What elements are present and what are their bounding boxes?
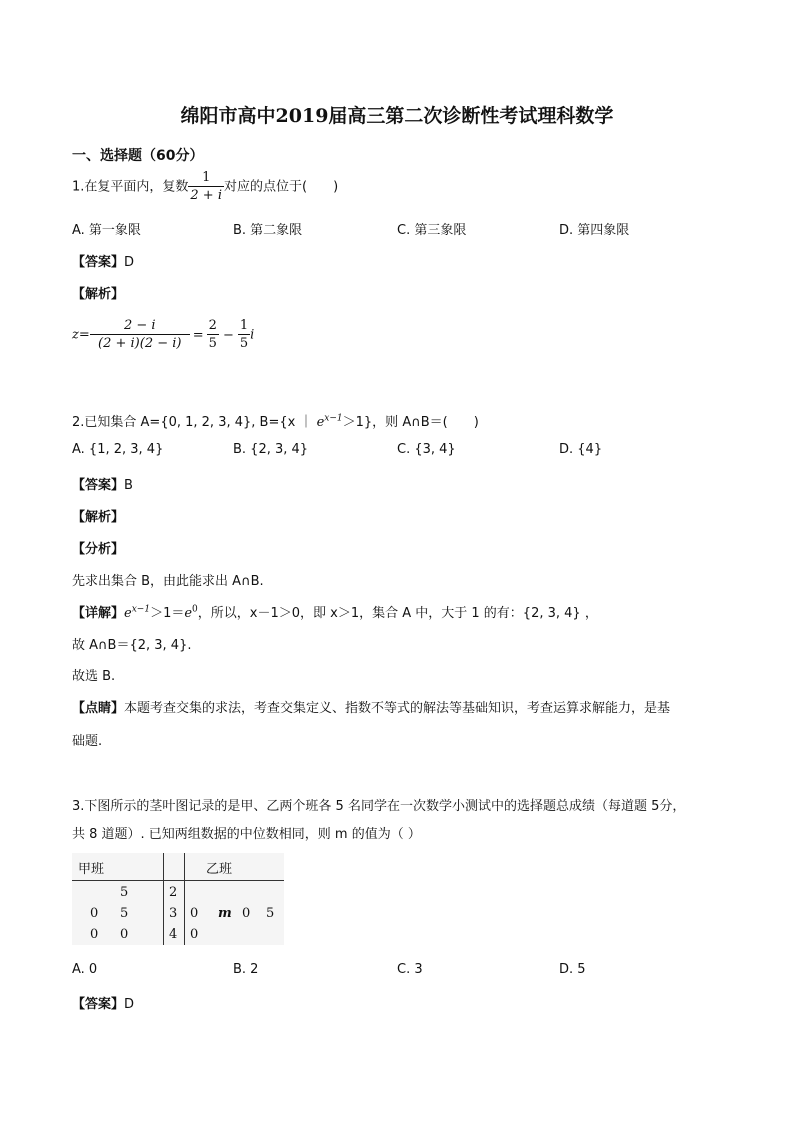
q2-option-d: D. {4} [559,442,603,457]
q2-option-a: A. {1, 2, 3, 4} [72,442,164,457]
fenxi-label: 【分析】 [72,542,125,557]
row2-right-leaf-1: 0 [190,906,199,921]
q2-xj-exp: x−1 [131,604,151,615]
stem-leaf-table [72,853,284,945]
q2-xj-rest: ，所以，x－1＞0，即 x＞1，集合 A 中，大于 1 的有：{2, 3, 4} ， [197,606,598,621]
q3-answer-value: D [124,997,135,1012]
q3-option-d: D. 5 [559,962,586,977]
q1-suffix: 对应的点位于( ) [224,179,339,195]
row2-right-leaf-3: 0 [242,906,251,921]
q2-line2: 故 A∩B＝{2, 3, 4}. [72,638,192,653]
q3-line2: 共 8 道题）. 已知两组数据的中位数相同，则 m 的值为（ ） [72,827,421,842]
q1-frac-den: 2 + i [190,188,222,203]
q2-e-base: e [316,415,325,430]
section-heading: 一、选择题（60分） [72,148,204,164]
xiangjie-label: 【详解】 [72,606,125,621]
table-hline [72,880,284,881]
q1-sol-f1-num: 2 [208,318,217,333]
row2-right-leaf-m: m [218,906,232,921]
q1-frac-num: 1 [202,170,211,185]
row2-stem: 3 [169,906,178,921]
q1-solution [72,318,254,352]
answer-label: 【答案】 [72,478,125,493]
q2-text-a: 2.已知集合 A={0, 1, 2, 3, 4}, B={x ｜ [72,415,313,430]
row2-left-leaf-1: 0 [90,906,99,921]
q2-fenxi-text: 先求出集合 B，由此能求出 A∩B. [72,574,264,589]
q1-sol-num: 2 − i [123,318,156,333]
q1-answer-value: D [124,255,135,270]
q2-xj-e0: e [184,606,193,621]
q3-line1: 3.下图所示的茎叶图记录的是甲、乙两个班各 5 名同学在一次数学小测试中的选择题总成绩（每道题 5分， [72,799,686,814]
q1-option-a: A. 第一象限 [72,223,141,238]
q1-sol-z: z= [72,327,90,343]
q2-analysis [72,506,124,525]
q2-xiangjie [72,602,598,621]
question-1 [72,170,338,204]
table-header-left: 甲班 [78,862,105,877]
analysis-label: 【解析】 [72,287,125,302]
q1-answer [72,251,134,270]
q1-sol-f1-den: 5 [208,336,217,351]
q3-option-a: A. 0 [72,962,98,977]
q1-sol-frac2 [207,318,219,352]
q2-answer-value: B [124,478,133,493]
table-vline-right [184,853,185,945]
table-vline-left [163,853,164,945]
q1-sol-eq: = [192,327,204,343]
table-header-right: 乙班 [206,862,233,877]
row1-left-leaf: 5 [120,885,129,900]
q2-answer [72,474,133,493]
q1-option-c: C. 第三象限 [397,223,467,238]
row3-right-leaf-1: 0 [190,927,199,942]
row2-right-leaf-4: 5 [266,906,275,921]
analysis-label: 【解析】 [72,510,125,525]
row2-left-leaf-2: 5 [120,906,129,921]
q2-text-b: ＞1}，则 A∩B＝( ) [342,415,479,430]
q2-dianjing-text2: 础题. [72,734,103,749]
q2-xj-e: e [124,606,132,621]
q1-option-d: D. 第四象限 [559,223,630,238]
q2-line3: 故选 B. [72,669,116,684]
q1-fraction [188,170,224,204]
q1-sol-den: (2 + i)(2 − i) [90,334,190,352]
q3-option-b: B. 2 [233,962,259,977]
row3-left-leaf-2: 0 [120,927,129,942]
q1-sol-f2-num: 1 [239,318,249,333]
row3-left-leaf-1: 0 [90,927,99,942]
q3-option-c: C. 3 [397,962,423,977]
q1-analysis [72,283,124,302]
q2-option-c: C. {3, 4} [397,442,456,457]
row1-stem: 2 [169,885,178,900]
q2-fenxi [72,538,124,557]
answer-label: 【答案】 [72,997,125,1012]
question-2 [72,411,479,430]
q3-answer [72,993,134,1012]
row3-stem: 4 [169,927,178,942]
q2-dianjing-text: 本题考查交集的求法，考查交集定义、指数不等式的解法等基础知识，考查运算求解能力，是基 [124,701,671,716]
q2-e-exp: x−1 [324,413,343,424]
q1-sol-f2-den: 5 [239,336,249,351]
q1-sol-frac [90,318,190,352]
q2-dianjing [72,697,670,716]
q1-sol-minus: − [222,327,234,343]
q2-xj-mid: ＞1＝ [150,606,185,621]
q1-prefix: 1.在复平面内，复数 [72,179,189,195]
q1-option-b: B. 第二象限 [233,223,303,238]
answer-label: 【答案】 [72,255,125,270]
q1-sol-i: i [250,327,255,343]
q2-xj-exp0: 0 [192,604,198,615]
page-title: 绵阳市高中2019届高三第二次诊断性考试理科数学 [180,105,614,127]
q2-option-b: B. {2, 3, 4} [233,442,309,457]
dianjing-label: 【点睛】 [72,701,125,716]
q1-sol-frac3 [238,318,250,352]
